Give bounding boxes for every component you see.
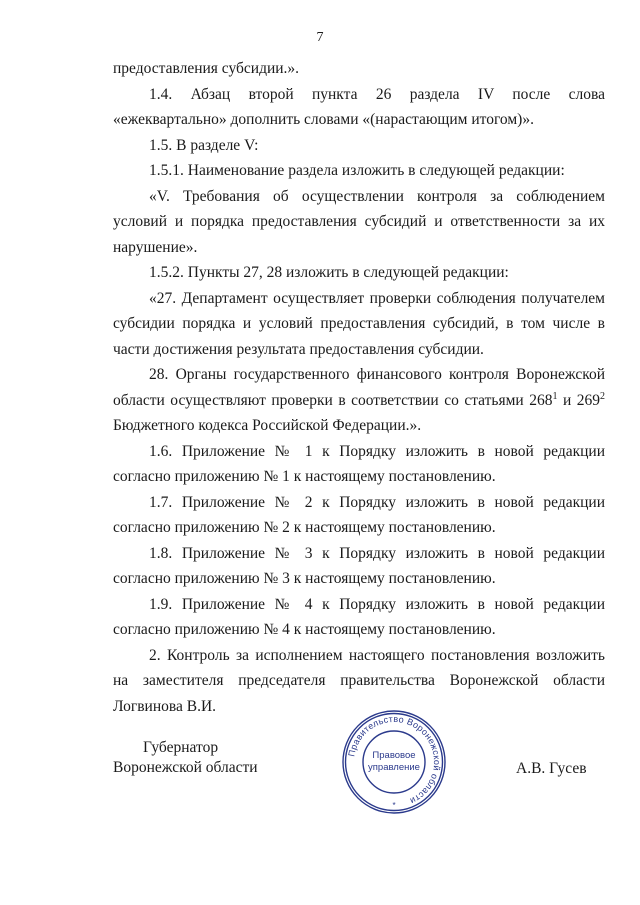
signatory-name: А.В. Гусев	[516, 760, 587, 777]
signatory-title	[113, 738, 258, 778]
stamp-inner-line2: управление	[368, 762, 420, 773]
stamp-outer-text: Правительство Воронежской области	[346, 713, 443, 807]
document-body	[113, 56, 605, 719]
stamp-star-icon: *	[392, 801, 396, 810]
superscript-1: 1	[552, 390, 558, 402]
paragraph-1-6: 1.6. Приложение № 1 к Порядку изложить в новой редакции согласно приложению № 1 к настоящему постановлению.	[113, 442, 605, 485]
paragraph-28-text-b: и 269	[557, 391, 600, 409]
signatory-position: Губернатор	[143, 739, 219, 756]
paragraph-1-4: 1.4. Абзац второй пункта 26 раздела IV после слова «ежеквартально» дополнить словами «(нарастающим итогом)».	[113, 85, 605, 128]
paragraph-1-5: 1.5. В разделе V:	[149, 136, 259, 154]
paragraph-28-text-c: Бюджетного кодекса Российской Федерации.».	[113, 417, 422, 434]
paragraph-1-7: 1.7. Приложение № 2 к Порядку изложить в новой редакции согласно приложению № 2 к настоящему постановлению.	[113, 493, 605, 536]
superscript-2: 2	[600, 390, 605, 402]
paragraph-1-5-2: 1.5.2. Пункты 27, 28 изложить в следующей редакции:	[149, 264, 509, 281]
paragraph-section-v-title: «V. Требования об осуществлении контроля за соблюдением условий и порядка предоставления субсидий и ответственности за их нарушение».	[113, 187, 605, 256]
paragraph-28-text-a: 28. Органы государственного финансового контроля Воронежской области осуществляют проверки в соответствии со статьями 268	[113, 366, 605, 409]
paragraph-1-9: 1.9. Приложение № 4 к Порядку изложить в новой редакции согласно приложению № 4 к настоящему постановлению.	[113, 595, 605, 638]
stamp-inner-line1: Правовое	[372, 750, 416, 761]
paragraph-continuation: предоставления субсидии.».	[113, 60, 300, 77]
paragraph-1-8: 1.8. Приложение № 3 к Порядку изложить в новой редакции согласно приложению № 3 к настоящему постановлению.	[113, 544, 605, 587]
page-number: 7	[316, 30, 324, 45]
seal-stamp-icon	[340, 708, 448, 816]
paragraph-2-control: 2. Контроль за исполнением настоящего постановления возложить на заместителя председателя правительства Воронежской области Логвинова В.И.	[113, 646, 605, 715]
paragraph-27: «27. Департамент осуществляет проверки соблюдения получателем субсидии порядка и условий предоставления субсидий, в том числе в части достижения результата предоставления субсидии.	[113, 289, 605, 358]
paragraph-28	[113, 362, 605, 439]
signatory-region: Воронежской области	[113, 759, 258, 776]
paragraph-1-5-1: 1.5.1. Наименование раздела изложить в следующей редакции:	[149, 162, 565, 179]
